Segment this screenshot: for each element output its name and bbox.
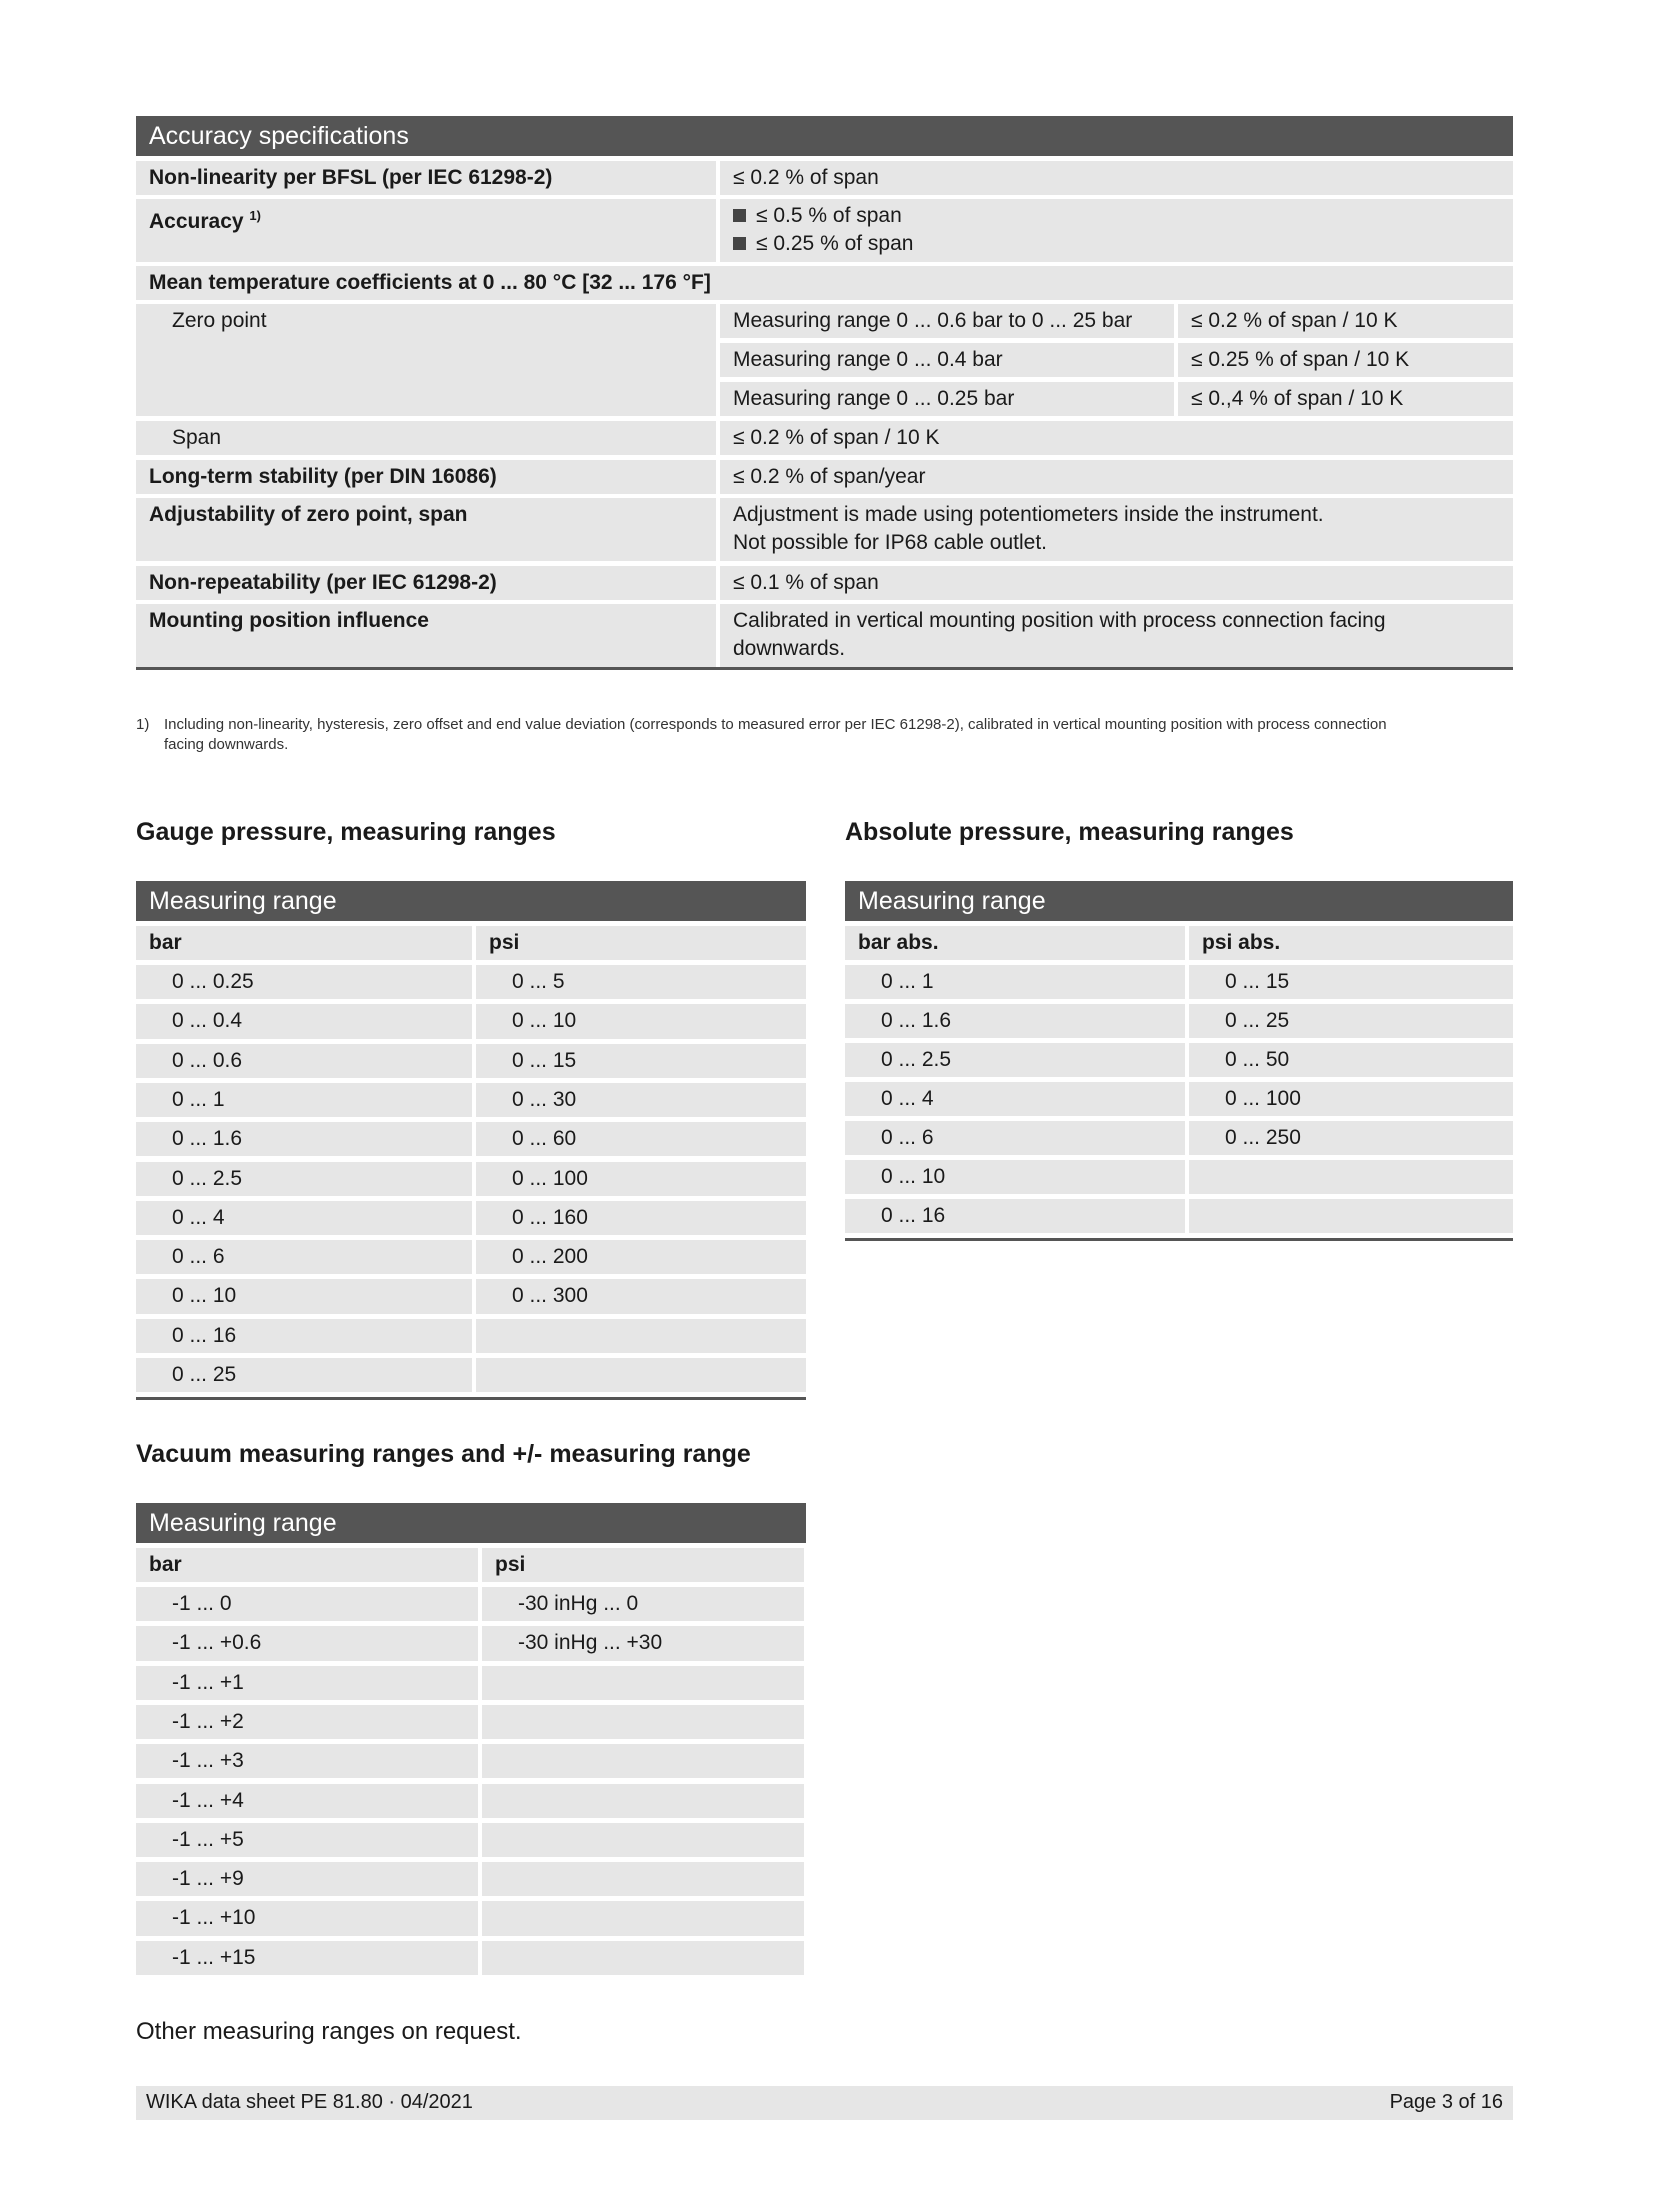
table-cell (476, 1319, 806, 1353)
table-cell (482, 1823, 804, 1857)
table-cell: 0 ... 200 (476, 1240, 806, 1274)
table-cell: -1 ... +1 (136, 1666, 478, 1700)
table-cell: 0 ... 0.25 (136, 965, 472, 999)
absolute-table-bottom-rule (845, 1238, 1513, 1241)
table-cell: 0 ... 2.5 (845, 1043, 1185, 1077)
table-cell: 0 ... 1.6 (845, 1004, 1185, 1038)
accuracy-footnote-ref: 1) (249, 208, 261, 223)
footer-datasheet: WIKA data sheet PE 81.80 · 04/2021 (146, 2091, 473, 2113)
span-label: Span (136, 421, 716, 455)
table-cell (1189, 1199, 1513, 1233)
vacuum-table-header: Measuring range (136, 1503, 806, 1543)
table-cell: 0 ... 4 (845, 1082, 1185, 1116)
accuracy-values (720, 199, 1513, 262)
table-cell: 0 ... 25 (1189, 1004, 1513, 1038)
table-cell: 0 ... 30 (476, 1083, 806, 1117)
absolute-table (845, 881, 1513, 1241)
table-cell: 0 ... 0.6 (136, 1044, 472, 1078)
accuracy-table (136, 116, 1513, 681)
table-cell: 0 ... 6 (136, 1240, 472, 1274)
table-cell: 0 ... 4 (136, 1201, 472, 1235)
table-cell (482, 1941, 804, 1975)
table-cell: 0 ... 2.5 (136, 1162, 472, 1196)
table-cell: 0 ... 1 (845, 965, 1185, 999)
table-cell: 0 ... 50 (1189, 1043, 1513, 1077)
absolute-section-title: Absolute pressure, measuring ranges (845, 818, 1294, 846)
absolute-table-header: Measuring range (845, 881, 1513, 921)
table-cell (1189, 1160, 1513, 1194)
adjustability-label: Adjustability of zero point, span (136, 498, 716, 561)
table-cell: 0 ... 16 (845, 1199, 1185, 1233)
nonrepeat-label: Non-repeatability (per IEC 61298-2) (136, 566, 716, 600)
table-cell: 0 ... 100 (476, 1162, 806, 1196)
table-cell: 0 ... 160 (476, 1201, 806, 1235)
table-cell: -30 inHg ... +30 (482, 1626, 804, 1660)
span-value: ≤ 0.2 % of span / 10 K (720, 421, 1513, 455)
vacuum-col-psi: psi (482, 1548, 804, 1582)
nonrepeat-value: ≤ 0.1 % of span (720, 566, 1513, 600)
vacuum-col-bar: bar (136, 1548, 478, 1582)
nonlinearity-label: Non-linearity per BFSL (per IEC 61298-2) (136, 161, 716, 195)
table-cell (482, 1705, 804, 1739)
table-cell: -1 ... +0.6 (136, 1626, 478, 1660)
zero-point-range-2: Measuring range 0 ... 0.4 bar (720, 343, 1174, 377)
table-cell: -1 ... +10 (136, 1901, 478, 1935)
table-cell: 0 ... 300 (476, 1279, 806, 1313)
table-cell: 0 ... 16 (136, 1319, 472, 1353)
zero-point-value-3: ≤ 0.,4 % of span / 10 K (1178, 382, 1513, 416)
accuracy-label: Accuracy $^{1)}$ (136, 199, 716, 262)
table-cell (482, 1862, 804, 1896)
table-cell: 0 ... 25 (136, 1358, 472, 1392)
temperature-coefficients-heading: Mean temperature coefficients at 0 ... 80 °C [32 ... 176 °F] (136, 266, 1513, 300)
adjustability-value: Adjustment is made using potentiometers inside the instrument. Not possible for IP68 cable outlet. (720, 498, 1513, 561)
accuracy-table-bottom-rule (136, 667, 1513, 670)
zero-point-value-2: ≤ 0.25 % of span / 10 K (1178, 343, 1513, 377)
footer-page-number: Page 3 of 16 (1389, 2091, 1503, 2113)
table-cell: 0 ... 10 (476, 1004, 806, 1038)
table-cell: 0 ... 1.6 (136, 1122, 472, 1156)
zero-point-range-1: Measuring range 0 ... 0.6 bar to 0 ... 25 bar (720, 304, 1174, 338)
accuracy-title: Accuracy specifications (149, 122, 409, 150)
table-cell: -1 ... +15 (136, 1941, 478, 1975)
longterm-label: Long-term stability (per DIN 16086) (136, 460, 716, 494)
table-cell: 0 ... 10 (845, 1160, 1185, 1194)
table-cell (476, 1358, 806, 1392)
table-cell: 0 ... 15 (1189, 965, 1513, 999)
absolute-col-psi: psi abs. (1189, 926, 1513, 960)
table-cell: 0 ... 60 (476, 1122, 806, 1156)
table-cell: -1 ... +3 (136, 1744, 478, 1778)
table-cell (482, 1666, 804, 1700)
table-cell: -1 ... +9 (136, 1862, 478, 1896)
zero-point-range-3: Measuring range 0 ... 0.25 bar (720, 382, 1174, 416)
table-cell (482, 1784, 804, 1818)
table-cell: -1 ... 0 (136, 1587, 478, 1621)
vacuum-table (136, 1503, 806, 1983)
square-bullet-icon (733, 237, 746, 250)
gauge-table-bottom-rule (136, 1397, 806, 1400)
other-ranges-note: Other measuring ranges on request. (136, 2018, 522, 2045)
table-cell: -1 ... +4 (136, 1784, 478, 1818)
longterm-value: ≤ 0.2 % of span/year (720, 460, 1513, 494)
table-cell (482, 1744, 804, 1778)
table-cell: 0 ... 100 (1189, 1082, 1513, 1116)
zero-point-value-1: ≤ 0.2 % of span / 10 K (1178, 304, 1513, 338)
square-bullet-icon (733, 209, 746, 222)
table-cell: 0 ... 15 (476, 1044, 806, 1078)
mounting-label: Mounting position influence (136, 604, 716, 667)
table-cell: 0 ... 5 (476, 965, 806, 999)
gauge-table (136, 881, 806, 1401)
table-cell: 0 ... 1 (136, 1083, 472, 1117)
zero-point-label: Zero point (136, 304, 716, 416)
gauge-section-title: Gauge pressure, measuring ranges (136, 818, 556, 846)
page-footer (136, 2086, 1513, 2120)
absolute-col-bar: bar abs. (845, 926, 1185, 960)
vacuum-section-title: Vacuum measuring ranges and +/- measuring range (136, 1440, 751, 1468)
gauge-table-header: Measuring range (136, 881, 806, 921)
table-cell: -1 ... +2 (136, 1705, 478, 1739)
gauge-col-psi: psi (476, 926, 806, 960)
table-cell: 0 ... 250 (1189, 1121, 1513, 1155)
gauge-col-bar: bar (136, 926, 472, 960)
accuracy-table-header (136, 116, 1513, 156)
mounting-value: Calibrated in vertical mounting position with process connection facing downwards. (720, 604, 1513, 667)
table-cell: -1 ... +5 (136, 1823, 478, 1857)
accuracy-option-1: ≤ 0.5 % of span (733, 202, 1513, 230)
table-cell: -30 inHg ... 0 (482, 1587, 804, 1621)
table-cell: 0 ... 10 (136, 1279, 472, 1313)
nonlinearity-value: ≤ 0.2 % of span (720, 161, 1513, 195)
table-cell: 0 ... 0.4 (136, 1004, 472, 1038)
accuracy-option-2: ≤ 0.25 % of span (733, 230, 1513, 258)
table-cell: 0 ... 6 (845, 1121, 1185, 1155)
accuracy-footnote: 1) Including non-linearity, hysteresis, zero offset and end value deviation (corresponds to measured error per IEC 61298-2), calibrated in vertical mounting position with process connection facing downwards. (136, 716, 1387, 753)
table-cell (482, 1901, 804, 1935)
footnote-number: 1) (136, 716, 150, 733)
